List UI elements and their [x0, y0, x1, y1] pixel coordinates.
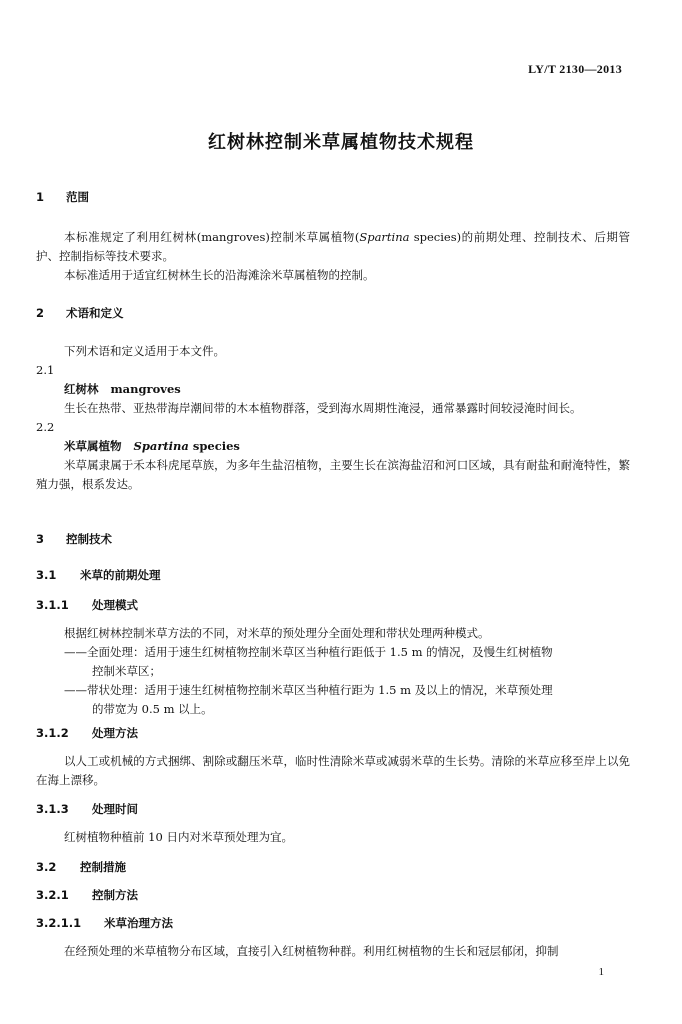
section-3-title: 控制技术	[66, 532, 112, 546]
section-3-1-2-body	[36, 752, 630, 790]
page-number: 1	[598, 966, 604, 978]
timing-paragraph: 红树植物种植前 10 日内对米草预处理为宜。	[64, 830, 293, 844]
section-1-body	[36, 228, 630, 285]
section-3-2-1-1-body	[36, 942, 630, 961]
section-3-1-1-body	[36, 624, 630, 719]
method-paragraph: 以人工或机械的方式捆绑、割除或翻压米草，临时性清除米草或减弱米草的生长势。清除的米草应移至岸上以免在海上漂移。	[36, 754, 630, 787]
scope-paragraph-1: 本标准规定了利用红树林(mangroves)控制米草属植物(Spartina species)的前期处理、控制技术、后期管护、控制指标等技术要求。	[36, 230, 630, 263]
term-2-1-name: 红树林 mangroves	[64, 382, 181, 396]
full-treatment-item: ——全面处理：适用于速生红树植物控制米草区当种植行距低于 1.5 m 的情况，及慢生红树植物	[64, 645, 553, 659]
section-1-heading: 1 范围	[36, 190, 89, 204]
document-title: 红树林控制米草属植物技术规程	[208, 132, 474, 153]
mode-paragraph: 根据红树林控制米草方法的不同，对米草的预处理分全面处理和带状处理两种模式。	[64, 626, 490, 640]
term-2-1-definition: 生长在热带、亚热带海岸潮间带的木本植物群落，受到海水周期性淹浸，通常暴露时间较浸淹时间长。	[64, 401, 582, 415]
section-3-2-1-1-heading: 3.2.1.1 米草治理方法	[36, 916, 173, 930]
strip-treatment-item: ——带状处理：适用于速生红树植物控制米草区当种植行距为 1.5 m 及以上的情况，米草预处理	[64, 683, 553, 697]
term-2-2-name: 米草属植物 Spartina species	[64, 439, 240, 453]
section-3-1-1-heading: 3.1.1 处理模式	[36, 598, 138, 612]
section-3-2-1-heading: 3.2.1 控制方法	[36, 888, 138, 902]
section-3-1-2-heading: 3.1.2 处理方法	[36, 726, 138, 740]
section-3-1-3-body	[36, 828, 630, 847]
scope-paragraph-2: 本标准适用于适宜红树林生长的沿海滩涂米草属植物的控制。	[64, 268, 375, 282]
section-3-1-3-heading: 3.1.3 处理时间	[36, 802, 138, 816]
section-3-heading: 3 控制技术	[36, 532, 112, 546]
section-1-title: 范围	[66, 190, 89, 204]
term-2-2-definition: 米草属隶属于禾本科虎尾草族，为多年生盐沼植物，主要生长在滨海盐沼和河口区域，具有耐盐和耐淹特性，繁殖力强，根系发达。	[36, 458, 630, 491]
full-treatment-item-cont: 控制米草区；	[92, 664, 161, 678]
standard-code: LY/T 2130—2013	[528, 62, 622, 76]
section-3-1-heading: 3.1 米草的前期处理	[36, 568, 161, 582]
term-2-1-number: 2.1	[36, 363, 55, 377]
section-2-heading: 2 术语和定义	[36, 306, 124, 320]
section-2-title: 术语和定义	[66, 306, 124, 320]
section-3-2-heading: 3.2 控制措施	[36, 860, 126, 874]
terms-intro: 下列术语和定义适用于本文件。	[64, 344, 225, 358]
control-paragraph: 在经预处理的米草植物分布区域，直接引入红树植物种群。利用红树植物的生长和冠层郁闭，抑制	[64, 944, 559, 958]
term-2-2-number: 2.2	[36, 420, 55, 434]
section-2-body	[36, 342, 630, 494]
strip-treatment-item-cont: 的带宽为 0.5 m 以上。	[92, 702, 213, 716]
